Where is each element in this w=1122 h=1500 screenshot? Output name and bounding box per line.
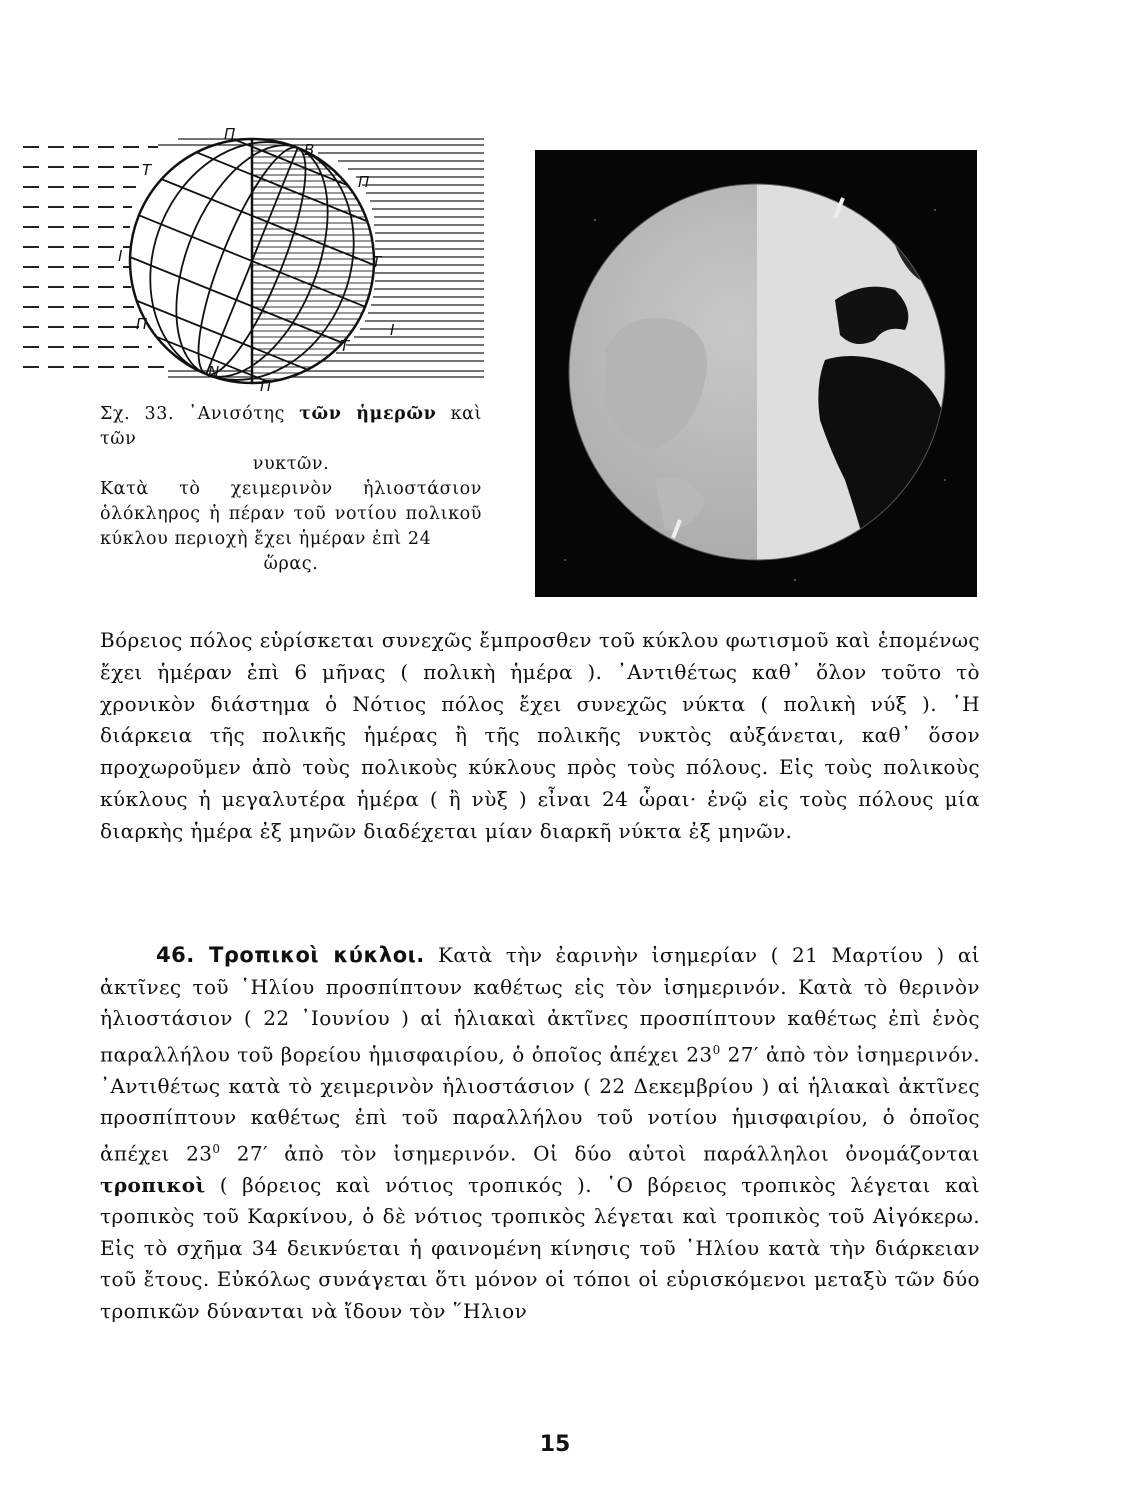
label-beta: Β [304,141,315,159]
section-46-heading: 46. Τροπικοὶ κύκλοι. [156,943,425,967]
label-pi-right: Π [358,173,370,191]
label-tau-right-2: Τ [340,337,350,355]
label-pi-top: Π [224,125,236,143]
figure-33-caption [100,402,482,577]
section-46-text-1: Κατὰ τὴν ἐαρινὴν ἰσημερίαν ( 21 Μαρτίου ) αἱ ἀκτῖνες τοῦ ῾Ηλίου προσπίπτουν καθέτως εἰς τὸν ἰσημερινόν. Κατὰ τὸ θερινὸν ἡλιοστάσιον ( 22 ᾿Ιουνίου ) αἱ ἡλιακαὶ ἀκτῖνες προσπίπτουν καθέτως ἐπὶ ἑνὸς παραλλήλου τοῦ βορείου ἡμισφαιρίου, ὁ ὁποῖος ἀπέχει 23 [100,943,980,1067]
section-46-text-4: ( βόρειος καὶ νότιος τροπικός ). ῾Ο βόρειος τροπικὸς λέγεται καὶ τροπικὸς τοῦ Καρκίνου, ὁ δὲ νότιος τροπικὸς λέγεται καὶ τροπικὸς τοῦ Αἰγόκερω. Εἰς τὸ σχῆμα 34 δεικνύεται ἡ φαινομένη κίνησις τοῦ ῾Ηλίου κατὰ τὴν διάρκειαν τοῦ ἔτους. Εὐκόλως συνάγεται ὅτι μόνον οἱ τόποι οἱ εὑρισκόμενοι μεταξὺ τῶν δύο τροπικῶν δύνανται νὰ ἴδουν τὸν ῞Ηλιον [100,1172,980,1323]
label-iota-left: Ι [118,247,123,265]
earth-photo [535,150,977,597]
section-46-text-3: 27′ ἀπὸ τὸν ἰσημερινόν. Οἱ δύο αὐτοὶ παράλληλοι ὀνομάζονται [220,1141,980,1166]
label-tau-left: Τ [142,161,152,179]
section-46 [100,940,980,1327]
caption-last: ὥρας. [263,554,319,574]
degree-mark-2: 0 [212,1141,221,1156]
figure-33-diagram [18,125,488,395]
section-46-text-2: 27′ ἀπὸ τὸν ἰσημερινόν. ᾿Αντιθέτως κατὰ τὸ χειμερινὸν ἡλιοστάσιον ( 22 Δεκεμβρίου ) αἱ ἡλιακαὶ ἀκτῖνες προσπίπτουν καθέτως ἐπὶ τοῦ παραλλήλου τοῦ νοτίου ἡμισφαιρίου, ὁ ὁποῖος ἀπέχει 23 [100,1042,980,1166]
degree-mark-1: 0 [712,1042,721,1057]
caption-line-1: Σχ. 33. ᾿Ανισότης τῶν ἡμερῶν καὶ τῶν [100,404,482,449]
label-pi-left: Π [136,315,148,333]
term-tropics: τροπικοὶ [100,1172,206,1197]
label-iota-right: Ι [390,321,395,339]
label-pi-bottom: Π [260,377,272,395]
label-nu: Ν [208,363,220,381]
paragraph-polar-day: Βόρειος πόλος εὑρίσκεται συνεχῶς ἔμπροσθεν τοῦ κύκλου φωτισμοῦ καὶ ἑπομένως ἔχει ἡμέραν ἐπὶ 6 μῆνας ( πολικὴ ἡμέρα ). ᾿Αντιθέτως καθ᾽ ὅλον τοῦτο τὸ χρονικὸν διάστημα ὁ Νότιος πόλος ἔχει συνεχῶς νύκτα ( πολικὴ νύξ ). ῾Η διάρκεια τῆς πολικῆς ἡμέρας ἢ τῆς πολικῆς νυκτὸς αὐξάνεται, καθ᾽ ὅσον προχωροῦμεν ἀπὸ τοὺς πολικοὺς κύκλους πρὸς τοὺς πόλους. Εἰς τοὺς πολικοὺς κύκλους ἡ μεγαλυτέρα ἡμέρα ( ἢ νὺξ ) εἶναι 24 ὧραι· ἐνῷ εἰς τοὺς πόλους μία διαρκὴς ἡμέρα ἐξ μηνῶν διαδέχεται μίαν διαρκῆ νύκτα ἐξ μηνῶν. [100,628,980,843]
page-number: 15 [539,1432,571,1457]
caption-body: Κατὰ τὸ χειμερινὸν ἡλιοστάσιον ὁλόκληρος ἡ πέραν τοῦ νοτίου πολικοῦ κύκλου περιοχὴ ἔχει ἡμέραν ἐπὶ 24 [100,479,482,549]
label-tau-right-1: Τ [372,253,382,271]
caption-line-2: νυκτῶν. [252,454,330,474]
